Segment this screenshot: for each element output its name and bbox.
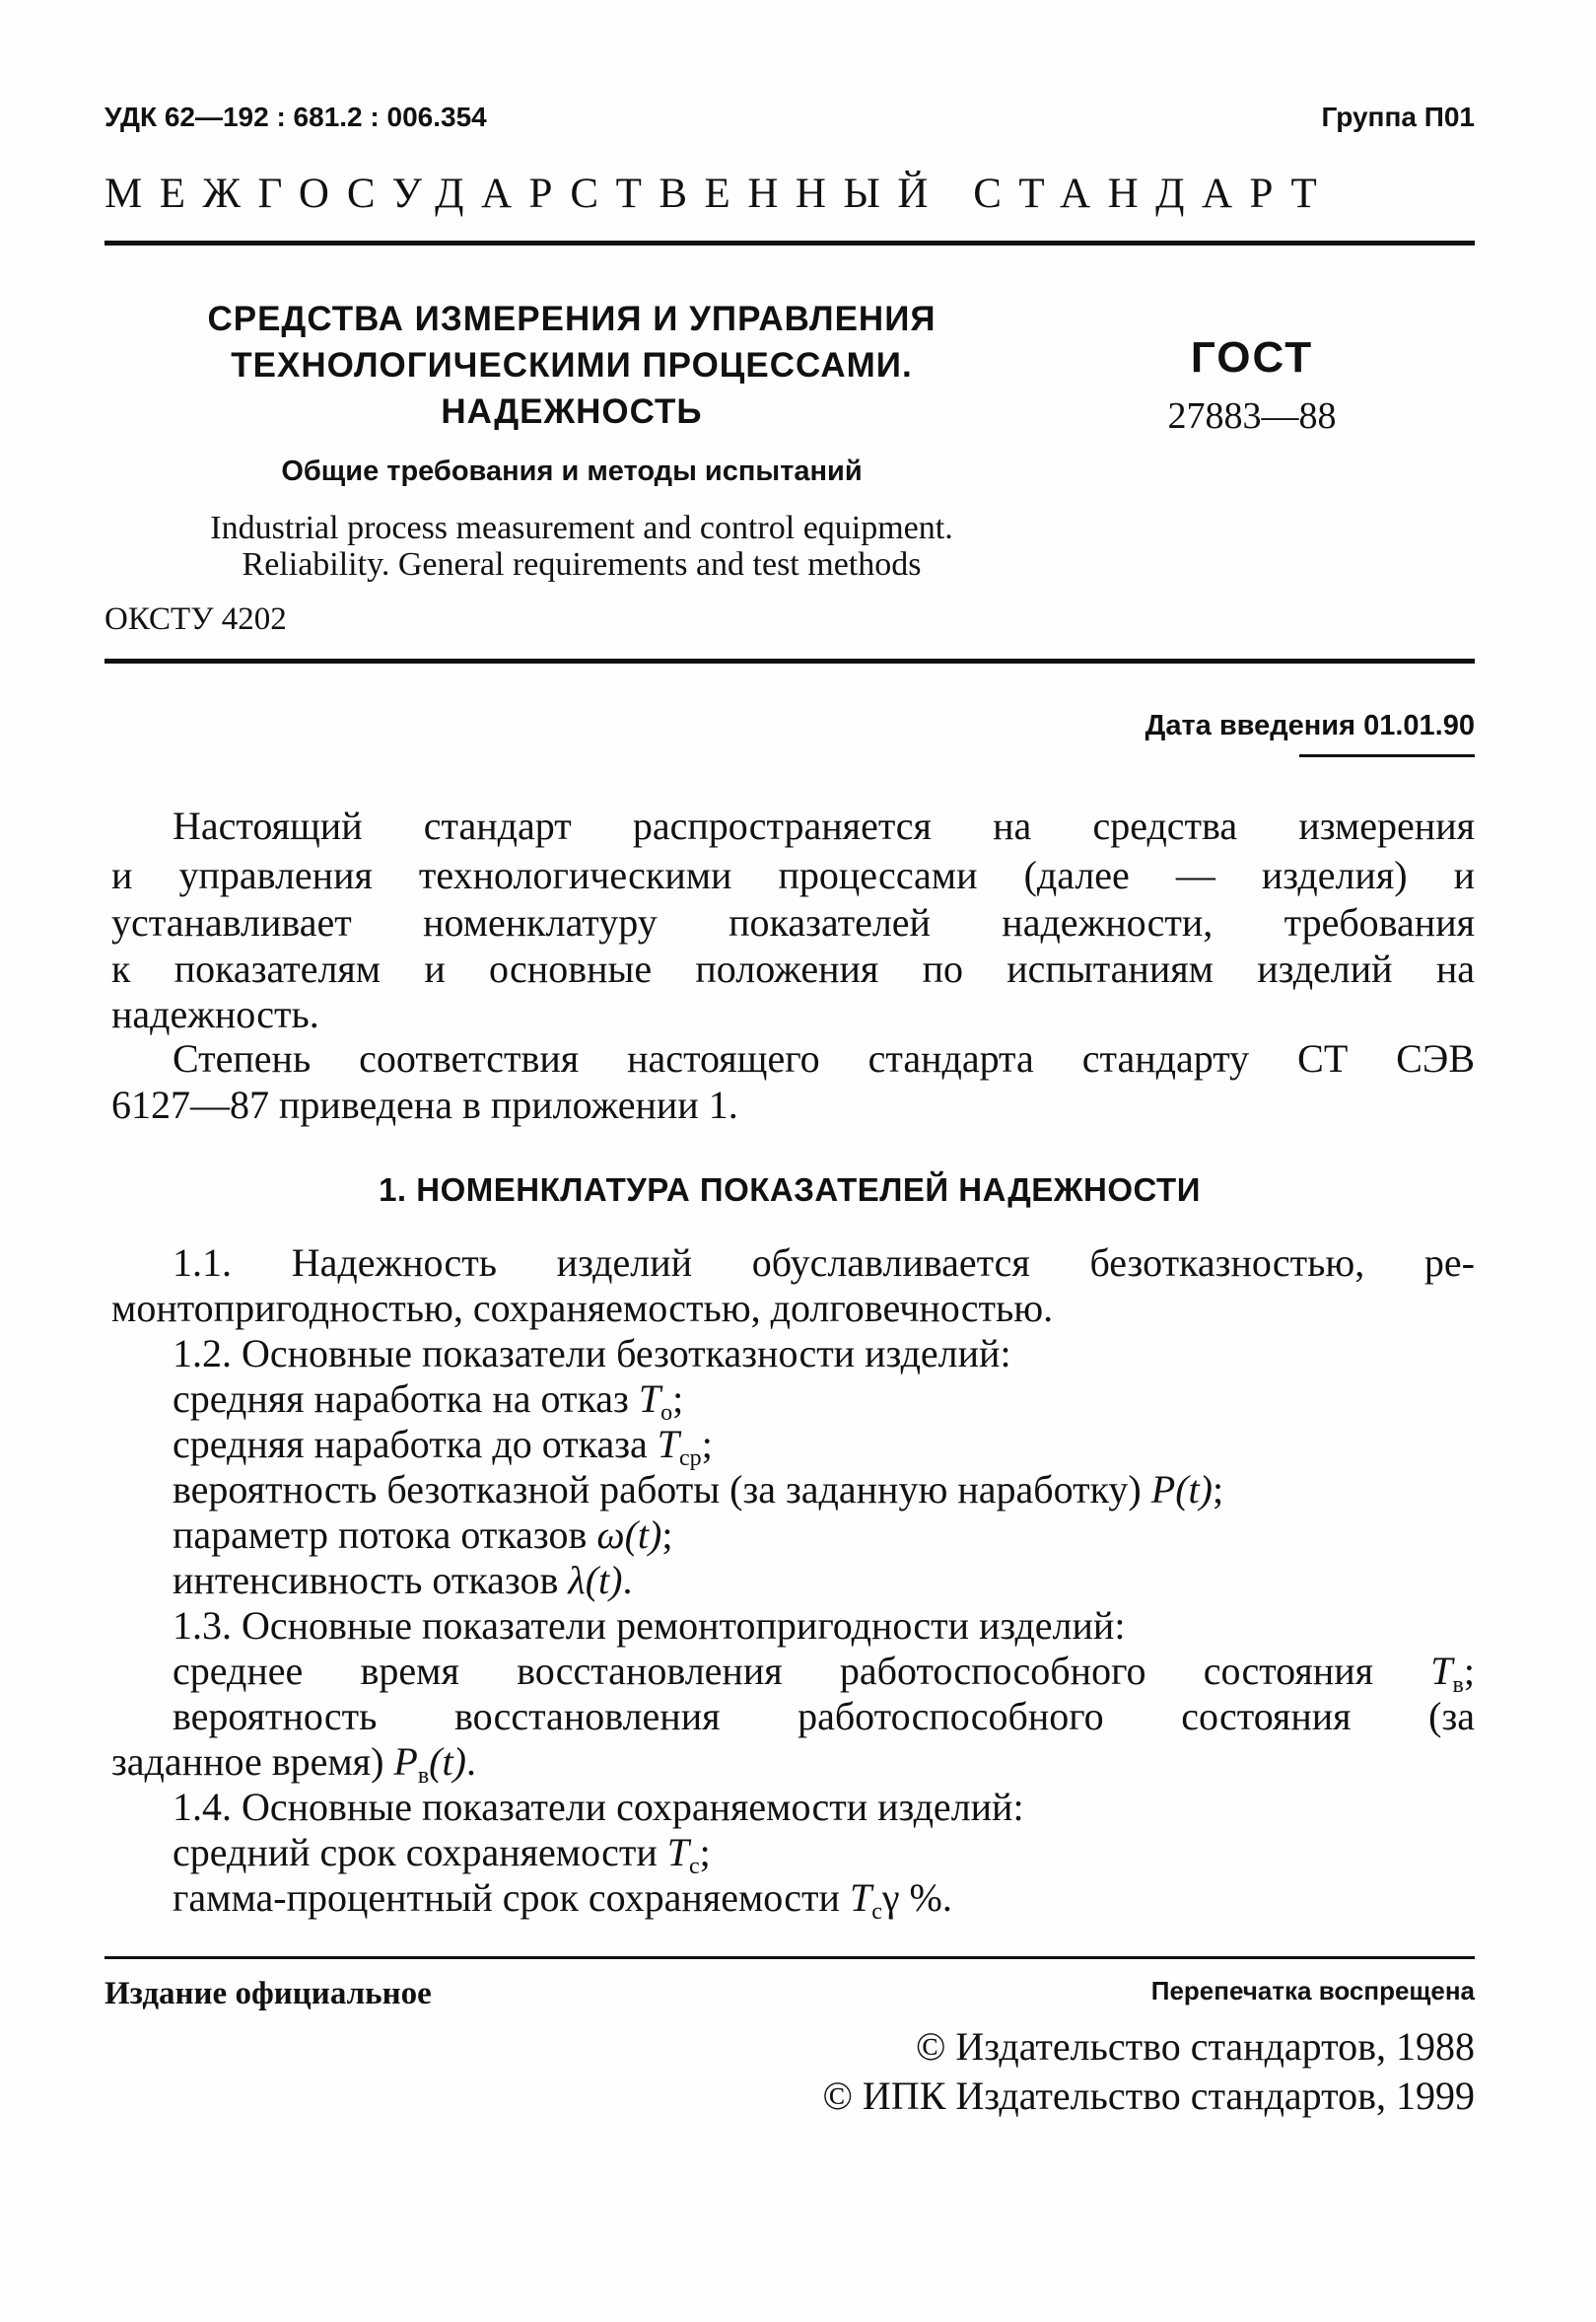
para-1-4: 1.4. Основные показатели сохраняемости изделий: — [173, 1785, 1024, 1829]
para-1-1-line-1: 1.1. Надежность изделий обуславливается безотказностью, ре- — [173, 1240, 1475, 1285]
section-1-title: 1. НОМЕНКЛАТУРА ПОКАЗАТЕЛЕЙ НАДЕЖНОСТИ — [379, 1171, 1201, 1208]
para-1-2: 1.2. Основные показатели безотказности изделий: — [173, 1331, 1011, 1375]
title-line-1: СРЕДСТВА ИЗМЕРЕНИЯ И УПРАВЛЕНИЯ — [207, 300, 937, 338]
english-line-1: Industrial process measurement and control equipment. — [210, 510, 953, 546]
intro-line-2: и управления технологическими процессами (далее — изделия) и — [111, 853, 1475, 897]
title-rule — [104, 659, 1475, 664]
reprint-notice: Перепечатка воспрещена — [1150, 1976, 1475, 2005]
footer-rule — [104, 1956, 1475, 1959]
top-rule — [104, 241, 1475, 246]
intro-line-1: Настоящий стандарт распространяется на средства измерения — [173, 804, 1475, 848]
conformity-line-1: Степень соответствия настоящего стандарта стандарту СТ СЭВ — [173, 1036, 1475, 1081]
english-title — [108, 510, 1055, 583]
group-code: Группа П01 — [1321, 102, 1475, 132]
reliability-item-5: интенсивность отказов λ(t). — [173, 1558, 633, 1602]
storage-item-2: гамма-процентный срок сохраняемости $T_с\gamma$ %. — [173, 1875, 952, 1925]
gost-number: 27883—88 — [1167, 395, 1337, 437]
title-line-2: ТЕХНОЛОГИЧЕСКИМИ ПРОЦЕССАМИ. — [231, 346, 913, 385]
maintainability-item-2-cont: заданное время) $P_в(t)$. — [111, 1739, 476, 1789]
title-line-3: НАДЕЖНОСТЬ — [441, 392, 703, 431]
official-edition: Издание официальное — [104, 1976, 432, 2011]
udk-code: УДК 62—192 : 681.2 : 006.354 — [104, 102, 487, 132]
para-1-1-line-2: монтопригодностью, сохраняемостью, долговечностью. — [111, 1286, 1054, 1330]
okstu: ОКСТУ 4202 — [104, 601, 287, 637]
copyright-2: © ИПК Издательство стандартов, 1999 — [822, 2074, 1475, 2118]
reliability-item-3: вероятность безотказной работы (за заданную наработку) P(t); — [173, 1467, 1224, 1512]
maintainability-item-1: среднее время восстановления работоспособного состояния $T_в$; — [173, 1649, 1475, 1698]
reliability-item-4: параметр потока отказов ω(t); — [173, 1513, 673, 1557]
gost-label: ГОСТ — [1190, 333, 1314, 382]
standard-type: МЕЖГОСУДАРСТВЕННЫЙ СТАНДАРТ — [104, 171, 1335, 217]
para-1-3: 1.3. Основные показатели ремонтопригодности изделий: — [173, 1603, 1126, 1648]
subtitle: Общие требования и методы испытаний — [281, 456, 863, 487]
maintainability-item-2: вероятность восстановления работоспособного состояния (за — [173, 1694, 1475, 1738]
english-line-2: Reliability. General requirements and test methods — [242, 546, 922, 583]
title-block — [138, 296, 1006, 435]
reliability-item-2: средняя наработка до отказа $T_{ср}$; — [173, 1422, 713, 1471]
copyright-1: © Издательство стандартов, 1988 — [915, 2024, 1475, 2069]
storage-item-1: средний срок сохраняемости $T_с$; — [173, 1830, 711, 1879]
intro-line-5: надежность. — [111, 992, 319, 1036]
date-underline — [1299, 754, 1475, 757]
intro-line-4: к показателям и основные положения по испытаниям изделий на — [111, 947, 1475, 991]
conformity-line-2: 6127—87 приведена в приложении 1. — [111, 1083, 738, 1127]
intro-date: Дата введения 01.01.90 — [1145, 710, 1475, 741]
intro-line-3: устанавливает номенклатуру показателей надежности, требования — [111, 900, 1475, 945]
reliability-item-1: средняя наработка на отказ $T_о$; — [173, 1376, 684, 1426]
